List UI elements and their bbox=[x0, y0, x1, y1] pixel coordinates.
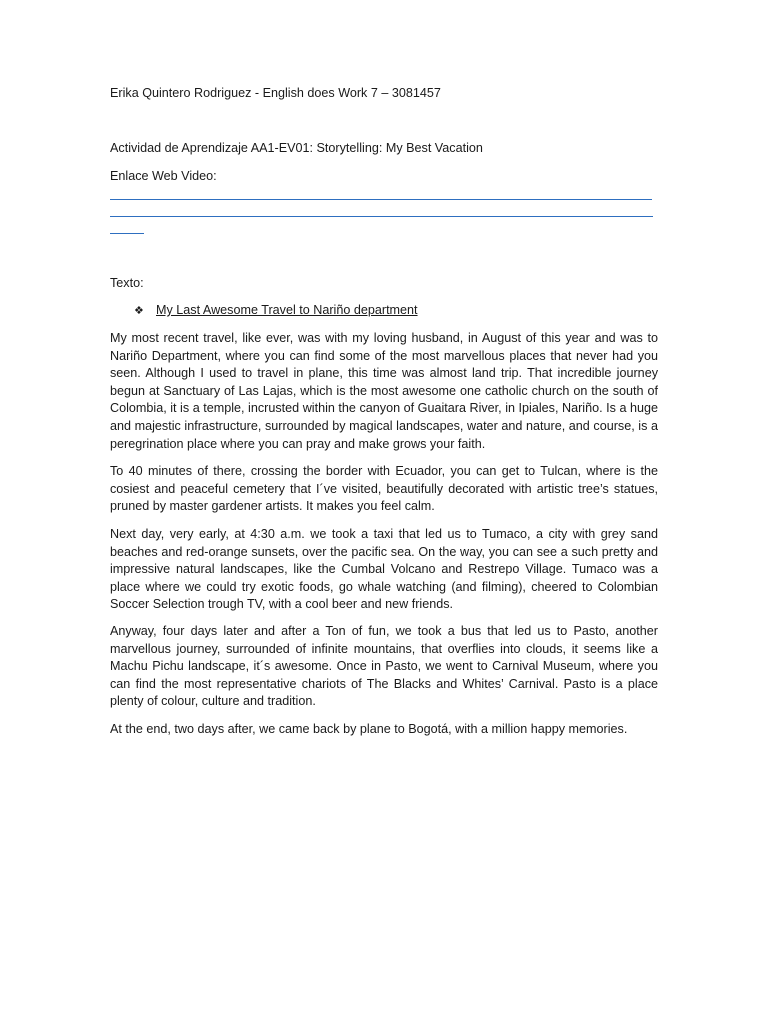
diamond-bullet-icon: ❖ bbox=[134, 305, 144, 318]
video-link-underline[interactable] bbox=[110, 216, 653, 217]
activity-title: Actividad de Aprendizaje AA1-EV01: Storytelling: My Best Vacation bbox=[110, 141, 483, 155]
paragraph: Anyway, four days later and after a Ton of fun, we took a bus that led us to Pasto, another marvellous journey, surrounded of infinite mountains, that overflies into clouds, it seems like a Machu Pichu landscape, it´s awesome. Once in Pasto, we went to Carnival Museum, where you can find the most representative chariots of The Blacks and Whites’ Carnival. Pasto is a place plenty of colour, culture and tradition. bbox=[110, 624, 658, 709]
video-link-underline[interactable] bbox=[110, 233, 144, 234]
document-header: Erika Quintero Rodriguez - English does Work 7 – 3081457 bbox=[110, 86, 441, 100]
story-title: My Last Awesome Travel to Nariño department bbox=[156, 303, 418, 317]
paragraph: Next day, very early, at 4:30 a.m. we took a taxi that led us to Tumaco, a city with grey sand beaches and red-orange sunsets, over the pacific sea. On the way, you can see a such pretty and impressive natural landscapes, like the Cumbal Volcano and Restrepo Village. Tumaco was a place where we could try exotic foods, go whale watching (and filming), cheered to Colombian Soccer Selection trough TV, with a cool beer and new friends. bbox=[110, 527, 658, 612]
video-link-underline[interactable] bbox=[110, 199, 652, 200]
paragraph: At the end, two days after, we came back by plane to Bogotá, with a million happy memories. bbox=[110, 722, 628, 736]
video-link-label: Enlace Web Video: bbox=[110, 169, 217, 183]
text-section-label: Texto: bbox=[110, 276, 144, 290]
bullet-item bbox=[134, 302, 418, 320]
paragraph: To 40 minutes of there, crossing the border with Ecuador, you can get to Tulcan, where is the cosiest and peaceful cemetery that I´ve visited, beautifully decorated with artistic tree’s statues, pruned by master gardener artists. It makes you feel calm. bbox=[110, 464, 658, 514]
paragraph: My most recent travel, like ever, was with my loving husband, in August of this year and was to Nariño Department, where you can find some of the most marvellous places that never had you seen. Although I used to travel in plane, this time was almost land trip. That incredible journey begun at Sanctuary of Las Lajas, which is the most awesome one catholic church on the south of Colombia, it is a temple, incrusted within the canyon of Guaitara River, in Ipiales, Nariño. Is a huge and majestic infrastructure, surrounded by magical landscapes, water and nature, and course, is a peregrination place where you can pray and make grows your faith. bbox=[110, 331, 658, 451]
